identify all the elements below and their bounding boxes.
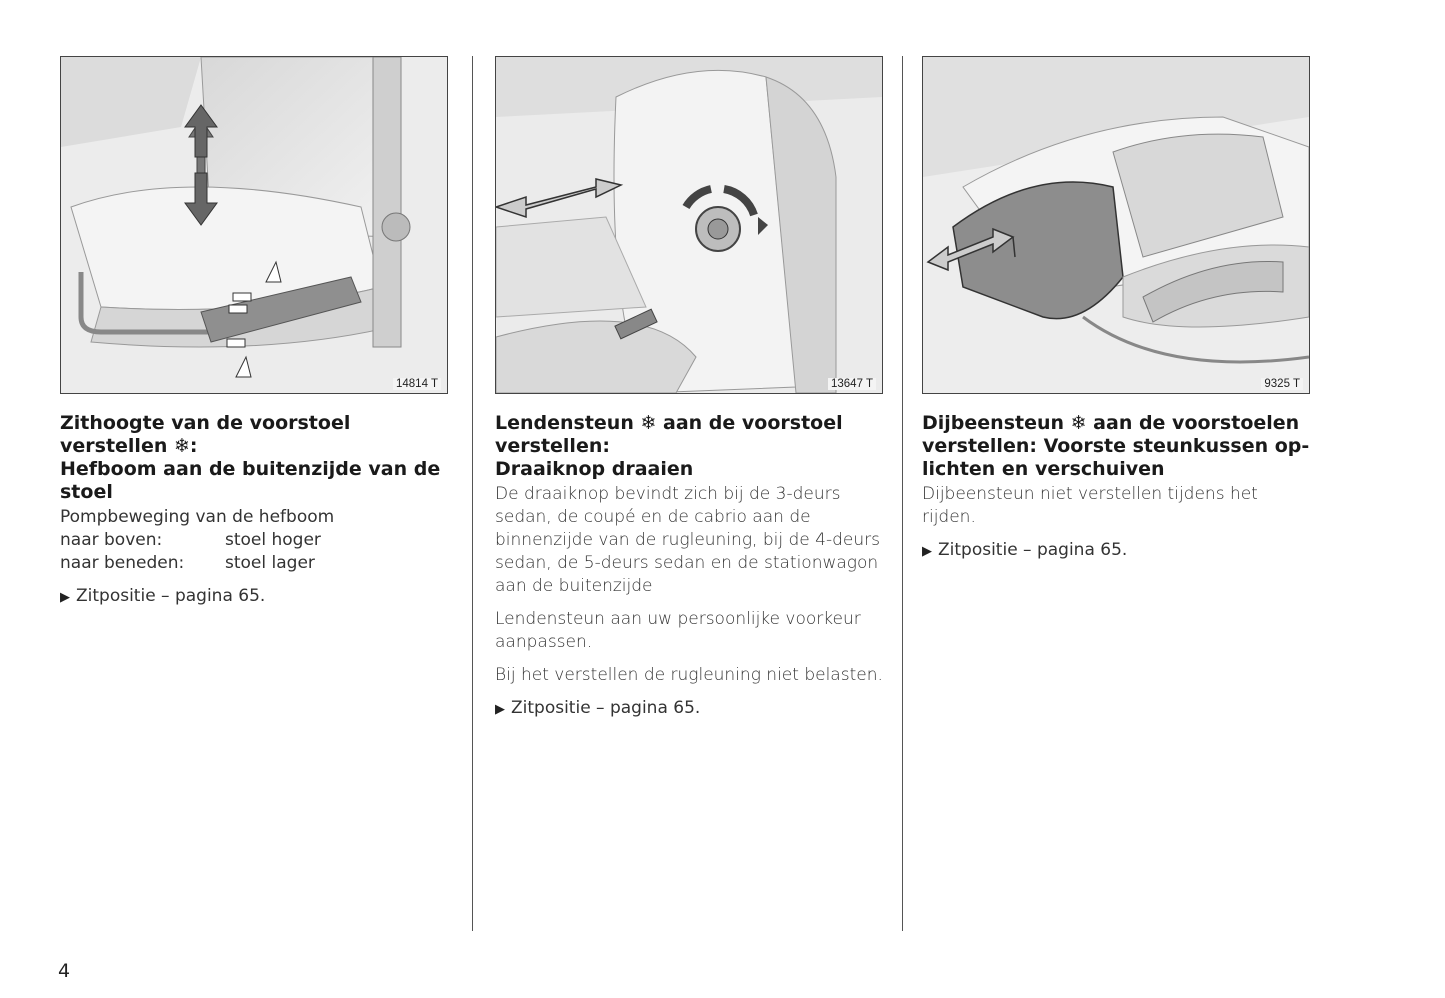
page-number: 4 — [58, 960, 71, 982]
heading-line: Draaiknop draaien — [495, 458, 694, 480]
heading-line: Zithoogte van de voorstoel — [60, 412, 351, 434]
heading-line: Dijbeensteun ❄ aan de voorstoelen — [922, 412, 1300, 434]
thigh-support-illustration — [923, 57, 1309, 393]
instruction-key: naar boven: — [60, 530, 163, 550]
section-heading — [922, 412, 1310, 481]
lumbar-support-illustration — [496, 57, 882, 393]
reference-text: Zitpositie – pagina 65. — [938, 540, 1128, 560]
instruction-row — [60, 529, 448, 552]
figure-seat-height — [60, 56, 448, 394]
reference-text: Zitpositie – pagina 65. — [76, 586, 266, 606]
page-reference[interactable] — [60, 585, 448, 609]
instruction-row — [60, 552, 448, 575]
instruction-value: stoel lager — [225, 553, 315, 573]
heading-line: Lendensteun ❄ aan de voorstoel — [495, 412, 843, 434]
heading-line: verstellen ❄: — [60, 435, 198, 457]
heading-line: lichten en verschuiven — [922, 458, 1165, 480]
instruction-key: naar beneden: — [60, 553, 185, 573]
page-reference[interactable] — [495, 697, 883, 721]
heading-line: Hefboom aan de buitenzijde van de — [60, 458, 441, 480]
body-paragraph: Bij het verstellen de rugleuning niet belasten. — [495, 665, 883, 685]
seat-height-illustration — [61, 57, 447, 393]
figure-code: 9325 T — [1261, 378, 1303, 390]
reference-text: Zitpositie – pagina 65. — [511, 698, 701, 718]
instruction-value: stoel hoger — [225, 530, 321, 550]
heading-line: verstellen: — [495, 435, 610, 457]
body-paragraph: Lendensteun aan uw persoonlijke voorkeur aanpassen. — [495, 609, 861, 652]
section-seat-height — [60, 56, 448, 609]
column-divider — [472, 56, 473, 931]
page-reference[interactable] — [922, 539, 1310, 563]
figure-lumbar-support — [495, 56, 883, 394]
figure-code: 14814 T — [393, 378, 441, 390]
section-heading — [495, 412, 883, 481]
heading-line: stoel — [60, 481, 113, 503]
section-heading — [60, 412, 448, 504]
intro-label: Pompbeweging van de hefboom — [60, 507, 335, 527]
triangle-right-icon: ▶ — [495, 702, 505, 717]
section-lumbar-support — [495, 56, 883, 721]
column-divider — [902, 56, 903, 931]
intro-text — [60, 506, 448, 529]
body-paragraph: Dijbeensteun niet verstellen tijdens het rijden. — [922, 484, 1258, 527]
figure-code: 13647 T — [828, 378, 876, 390]
triangle-right-icon: ▶ — [60, 590, 70, 605]
heading-line: verstellen: Voorste steunkussen op- — [922, 435, 1310, 457]
body-paragraph: De draaiknop bevindt zich bij de 3-deurs sedan, de coupé en de cabrio aan de binnenzijde van de rugleuning, bij de 4-deurs sedan, de 5-deurs sedan en de stationwagon aan de buitenzijde — [495, 484, 880, 596]
triangle-right-icon: ▶ — [922, 544, 932, 559]
figure-thigh-support — [922, 56, 1310, 394]
section-thigh-support — [922, 56, 1310, 563]
